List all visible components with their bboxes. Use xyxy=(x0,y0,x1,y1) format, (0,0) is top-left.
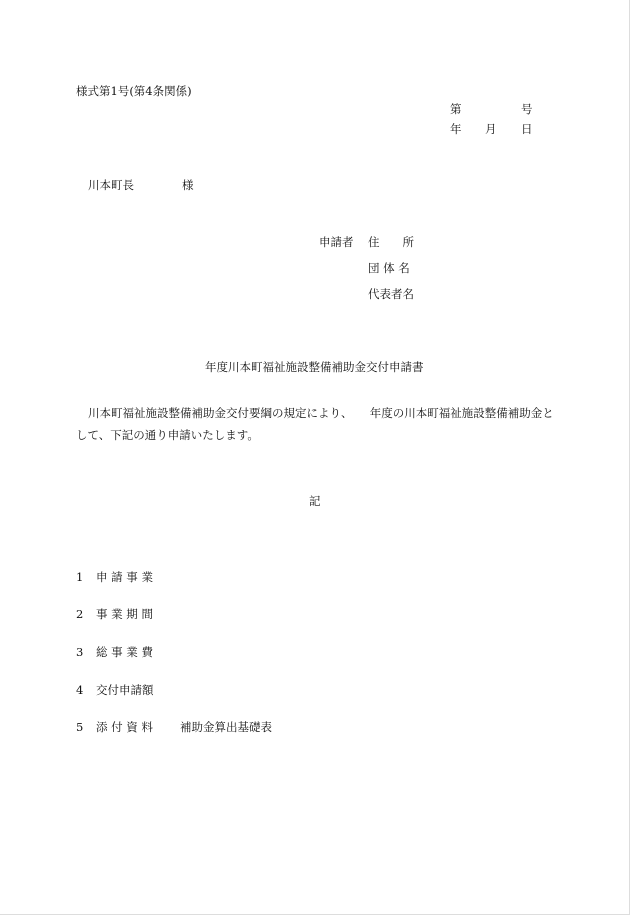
form-label: 様式第1号(第4条関係) xyxy=(76,84,192,98)
ki-marker: 記 xyxy=(309,494,321,508)
item-number: 3 xyxy=(76,645,84,659)
applicant-rep-label: 代表者名 xyxy=(368,287,414,301)
document-title: 年度川本町福祉施設整備補助金交付申請書 xyxy=(205,360,424,374)
doc-number-suffix: 号 xyxy=(521,102,533,116)
applicant-label: 申請者 xyxy=(319,235,354,249)
item-label: 交付申請額 xyxy=(96,683,154,697)
item-number: 5 xyxy=(76,720,84,734)
addressee-name: 川本町長 xyxy=(88,178,134,192)
date-day: 日 xyxy=(521,122,533,136)
item-number: 1 xyxy=(76,570,84,584)
date-year: 年 xyxy=(450,122,462,136)
item-label: 事 業 期 間 xyxy=(96,607,153,621)
applicant-address-label: 住 所 xyxy=(368,235,414,249)
body-paragraph: 川本町福祉施設整備補助金交付要綱の規定により、 年度の川本町福祉施設整備補助金として、下記の通り申請いたします。 xyxy=(76,406,554,442)
item-value: 補助金算出基礎表 xyxy=(180,720,272,734)
item-label: 申 請 事 業 xyxy=(96,570,153,584)
item-number: 4 xyxy=(76,683,84,697)
item-label: 添 付 資 料 xyxy=(96,720,153,734)
date-month: 月 xyxy=(485,122,497,136)
item-label: 総 事 業 費 xyxy=(96,645,153,659)
addressee-honorific: 様 xyxy=(182,178,194,192)
applicant-org-label: 団 体 名 xyxy=(368,261,410,275)
item-number: 2 xyxy=(76,607,84,621)
doc-number-prefix: 第 xyxy=(450,102,462,116)
